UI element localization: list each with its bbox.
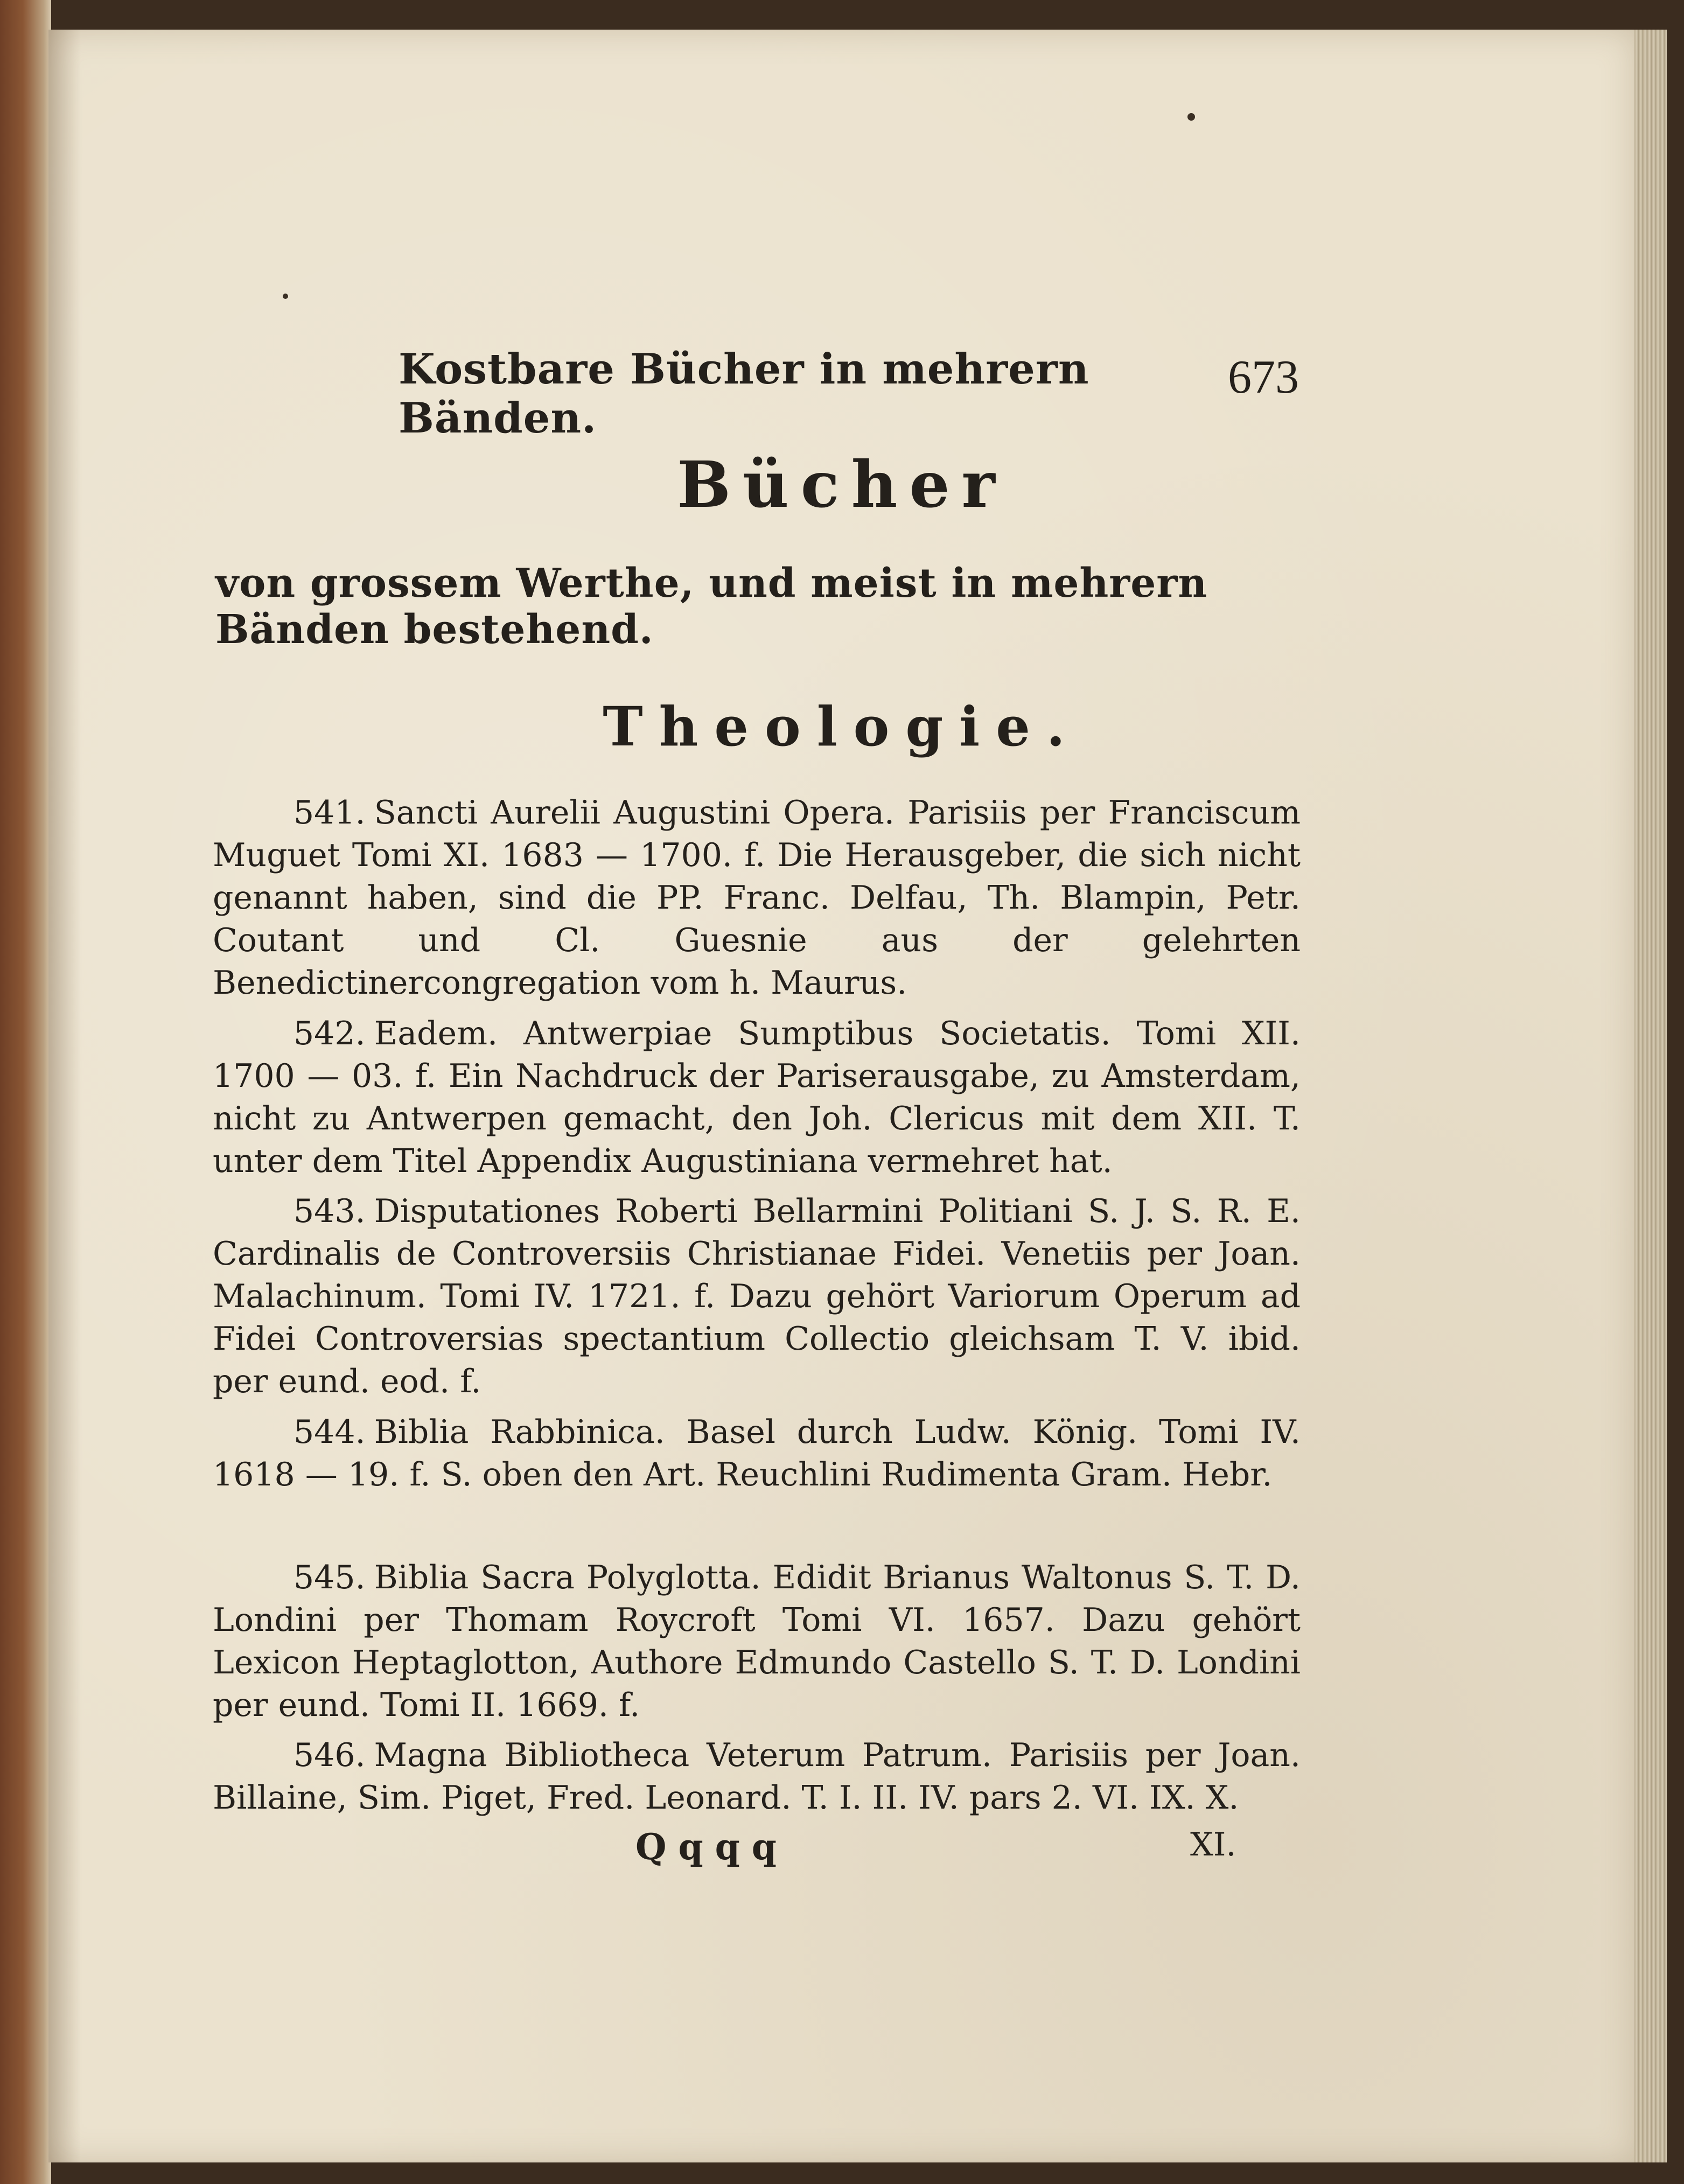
- catalog-entry: [213, 1190, 1301, 1403]
- ink-spot: [283, 294, 288, 299]
- entry-text: Sancti Aurelii Augustini Opera. Parisiis per Franciscum Muguet Tomi XI. 1683 — 1700. f. Die Herausgeber, die sich nicht genannt haben, sind die PP. Franc. Delfau, Th. Blampin, Petr. Coutant und Cl. Guesnie aus der gelehrten Benedictinercongregation vom h. Maurus.: [213, 794, 1301, 1002]
- page-subheading: von grossem Werthe, und meist in mehrern Bänden bestehend.: [215, 560, 1208, 653]
- catalog-entry: [213, 1557, 1301, 1727]
- entry-text: Eadem. Antwerpiae Sumptibus Societatis. Tomi XII. 1700 — 03. f. Ein Nachdruck der Pariserausgabe, zu Amsterdam, nicht zu Antwerpen gemacht, den Joh. Clericus mit dem XII. T. unter dem Titel Appendix Augustiniana vermehret hat.: [213, 1015, 1301, 1180]
- entry-number: 545.: [294, 1559, 366, 1596]
- entry-number: 541.: [294, 794, 366, 832]
- catalog-entry: [213, 792, 1301, 1004]
- entry-number: 546.: [294, 1736, 366, 1774]
- gutter-shadow: [48, 30, 81, 2162]
- page-number: 673: [1228, 351, 1299, 403]
- entry-number: 544.: [294, 1413, 366, 1451]
- entry-number: 543.: [294, 1192, 366, 1230]
- catalog-entry: [213, 1411, 1301, 1496]
- entry-text: Biblia Rabbinica. Basel durch Ludw. König. Tomi IV. 1618 — 19. f. S. oben den Art. Reuchlini Rudimenta Gram. Hebr.: [213, 1413, 1301, 1494]
- entry-text: Biblia Sacra Polyglotta. Edidit Brianus Waltonus S. T. D. Londini per Thomam Roycroft Tomi VI. 1657. Dazu gehört Lexicon Heptaglotton, Authore Edmundo Castello S. T. D. Londini per eund. Tomi II. 1669. f.: [213, 1559, 1301, 1724]
- ink-spot: [1187, 113, 1195, 121]
- signature-mark: Qqqq: [635, 1826, 788, 1868]
- entry-number: 542.: [294, 1015, 366, 1052]
- catchword: XI.: [1190, 1826, 1236, 1864]
- section-heading: Theologie.: [603, 695, 1081, 758]
- catalog-entry: [213, 1013, 1301, 1183]
- catalog-entry: [213, 1734, 1301, 1819]
- page-stack-edge: [1634, 30, 1667, 2162]
- page-heading: Bücher: [677, 447, 1007, 522]
- entry-text: Disputationes Roberti Bellarmini Politiani S. J. S. R. E. Cardinalis de Controversiis Christianae Fidei. Venetiis per Joan. Malachinum. Tomi IV. 1721. f. Dazu gehört Variorum Operum ad Fidei Controversias spectantium Collectio gleichsam T. V. ibid. per eund. eod. f.: [213, 1192, 1301, 1400]
- running-head-title: Kostbare Bücher in mehrern Bänden.: [399, 345, 1089, 443]
- facing-page-edge: [0, 0, 51, 2184]
- entry-text: Magna Bibliotheca Veterum Patrum. Parisiis per Joan. Billaine, Sim. Piget, Fred. Leonard. T. I. II. IV. pars 2. VI. IX. X.: [213, 1736, 1301, 1817]
